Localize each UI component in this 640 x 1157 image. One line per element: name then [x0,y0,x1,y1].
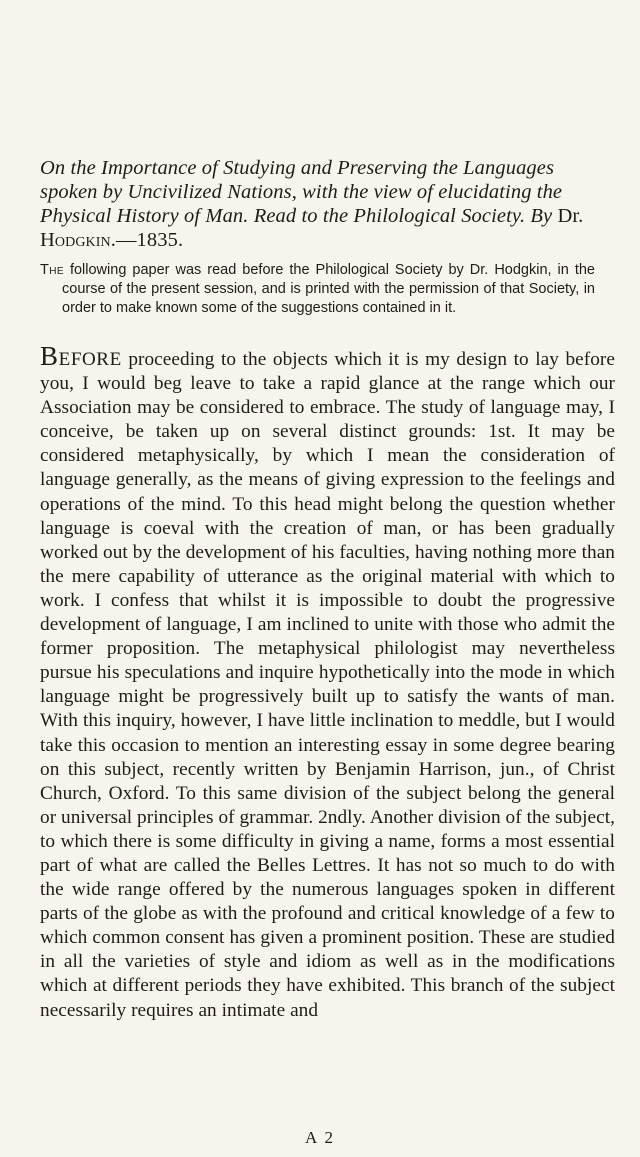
title-author-name: Hodgkin. [40,229,116,251]
note-text: following paper was read before the Philological Society by Dr. Hodgkin, in the course of the present session, and is printed with the permission of that Society, in order to make known some of the suggestions contained in it. [62,262,595,316]
title-author-prefix: Dr. [557,205,584,227]
title-year: —1835. [115,229,184,251]
introductory-note [40,261,595,318]
article-title [40,156,615,252]
printer-signature-mark: A 2 [304,1128,336,1147]
note-lead-word: The [40,262,64,278]
paragraph-initial-word: Before [40,341,122,371]
paragraph-text: proceeding to the objects which it is my design to lay before you, I would beg leave to take a rapid glance at the range which our Association may be considered to embrace. The study of language may, I conceive, be taken up on several distinct grounds: 1st. It may be considered metaphysically, by which I mean the consideration of language generally, as the means of giving expression to the feelings and operations of the mind. To this head might belong the question whether language is coeval with the creation of man, or has been gradually worked out by the development of his faculties, having nothing more than the mere capability of utterance as the original material with which to work. I confess that whilst it is impossible to doubt the progressive development of language, I am inclined to unite with those who admit the former proposition. The metaphysical philologist may nevertheless pursue his speculations and inquire hypothetically into the mode in which language might be progressively built up to satisfy the wants of man. With this inquiry, however, I have little inclination to meddle, but I would take this occasion to mention an interesting essay in some degree bearing on this subject, recently written by Benjamin Harrison, jun., of Christ Church, Oxford. To this same division of the subject belong the general or universal principles of grammar. 2ndly. Another division of the subject, to which there is some difficulty in giving a name, forms a most essential part of what are called the Belles Lettres. It has not so much to do with the wide range offered by the numerous languages spoken in different parts of the globe as with the profound and critical knowledge of a few to which common consent has given a prominent position. These are studied in all the varieties of style and idiom as well as in the modifications which at different periods they have exhibited. This branch of the subject necessarily requires an intimate and [40,349,615,1021]
body-paragraph [40,341,615,1023]
title-italic-text: On the Importance of Studying and Preserving the Languages spoken by Uncivilized Nations, with the view of elucidating the Physical History of Man. Read to the Philological Society. By [40,157,563,227]
